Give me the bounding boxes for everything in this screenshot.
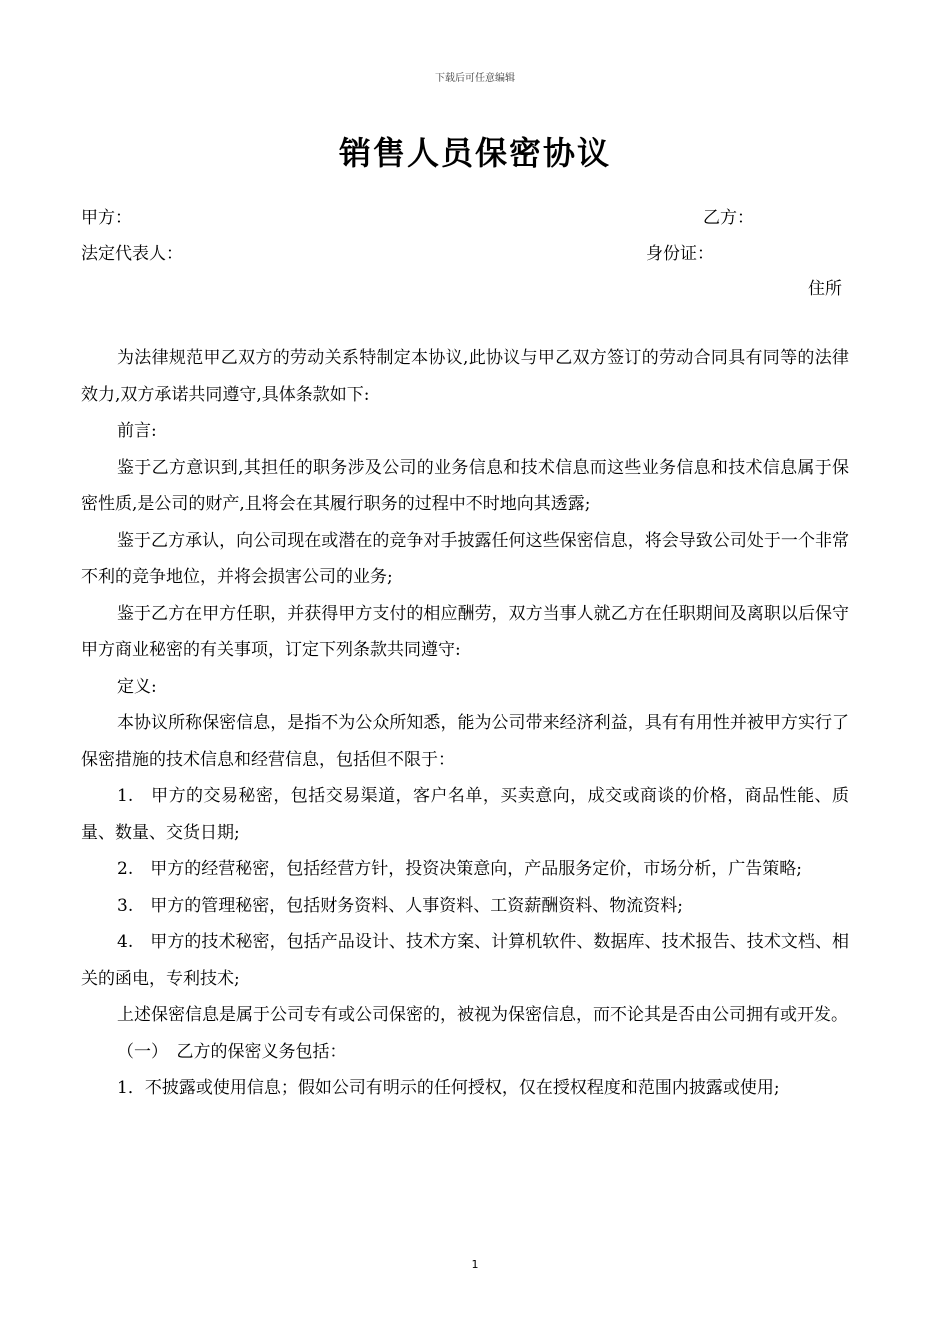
list-item-1: 1. 甲方的交易秘密，包括交易渠道，客户名单，买卖意向，成交或商谈的价格，商品性能、质量、数量、交货日期;	[81, 786, 849, 843]
address-label: 住所	[808, 279, 842, 299]
obligation-item-1: 1．不披露或使用信息；假如公司有明示的任何授权，仅在授权程度和范围内披露或使用;	[117, 1078, 780, 1098]
list-item-4: 4. 甲方的技术秘密，包括产品设计、技术方案、计算机软件、数据库、技术报告、技术文档、相关的函电，专利技术;	[81, 932, 849, 989]
document-title: 销售人员保密协议	[338, 134, 611, 172]
agreement-body	[81, 340, 849, 1107]
header-note: 下载后可任意编辑	[435, 73, 515, 84]
section-heading-1: （一） 乙方的保密义务包括：	[117, 1041, 347, 1062]
heading-preface: 前言:	[117, 421, 157, 441]
page-number: 1	[471, 1258, 479, 1271]
id-card-label: 身份证：	[646, 244, 714, 264]
list-item-2: 2. 甲方的经营秘密，包括经营方针，投资决策意向，产品服务定价，市场分析，广告策略;	[117, 859, 802, 879]
paragraph-definition: 本协议所称保密信息，是指不为公众所知悉，能为公司带来经济利益，具有有用性并被甲方实行了保密措施的技术信息和经营信息，包括但不限于：	[81, 713, 849, 770]
paragraph-whereas-1: 鉴于乙方意识到,其担任的职务涉及公司的业务信息和技术信息而这些业务信息和技术信息属于保密性质,是公司的财产,且将会在其履行职务的过程中不时地向其透露;	[81, 457, 849, 514]
party-b-label: 乙方：	[703, 208, 754, 228]
paragraph-whereas-3: 鉴于乙方在甲方任职，并获得甲方支付的相应酬劳，双方当事人就乙方在任职期间及离职以后保守甲方商业秘密的有关事项，订定下列条款共同遵守:	[81, 603, 849, 660]
heading-definition: 定义:	[117, 676, 157, 697]
legal-rep-label: 法定代表人：	[81, 244, 183, 264]
party-a-label: 甲方：	[81, 208, 132, 228]
paragraph-whereas-2: 鉴于乙方承认，向公司现在或潜在的竞争对手披露任何这些保密信息，将会导致公司处于一个非常不利的竞争地位，并将会损害公司的业务;	[81, 530, 849, 587]
list-item-3: 3. 甲方的管理秘密，包括财务资料、人事资料、工资薪酬资料、物流资料;	[117, 895, 683, 916]
paragraph-intro: 为法律规范甲乙双方的劳动关系特制定本协议,此协议与甲乙双方签订的劳动合同具有同等的法律效力,双方承诺共同遵守,具体条款如下:	[81, 348, 849, 405]
paragraph-summary: 上述保密信息是属于公司专有或公司保密的，被视为保密信息，而不论其是否由公司拥有或开发。	[117, 1005, 848, 1025]
